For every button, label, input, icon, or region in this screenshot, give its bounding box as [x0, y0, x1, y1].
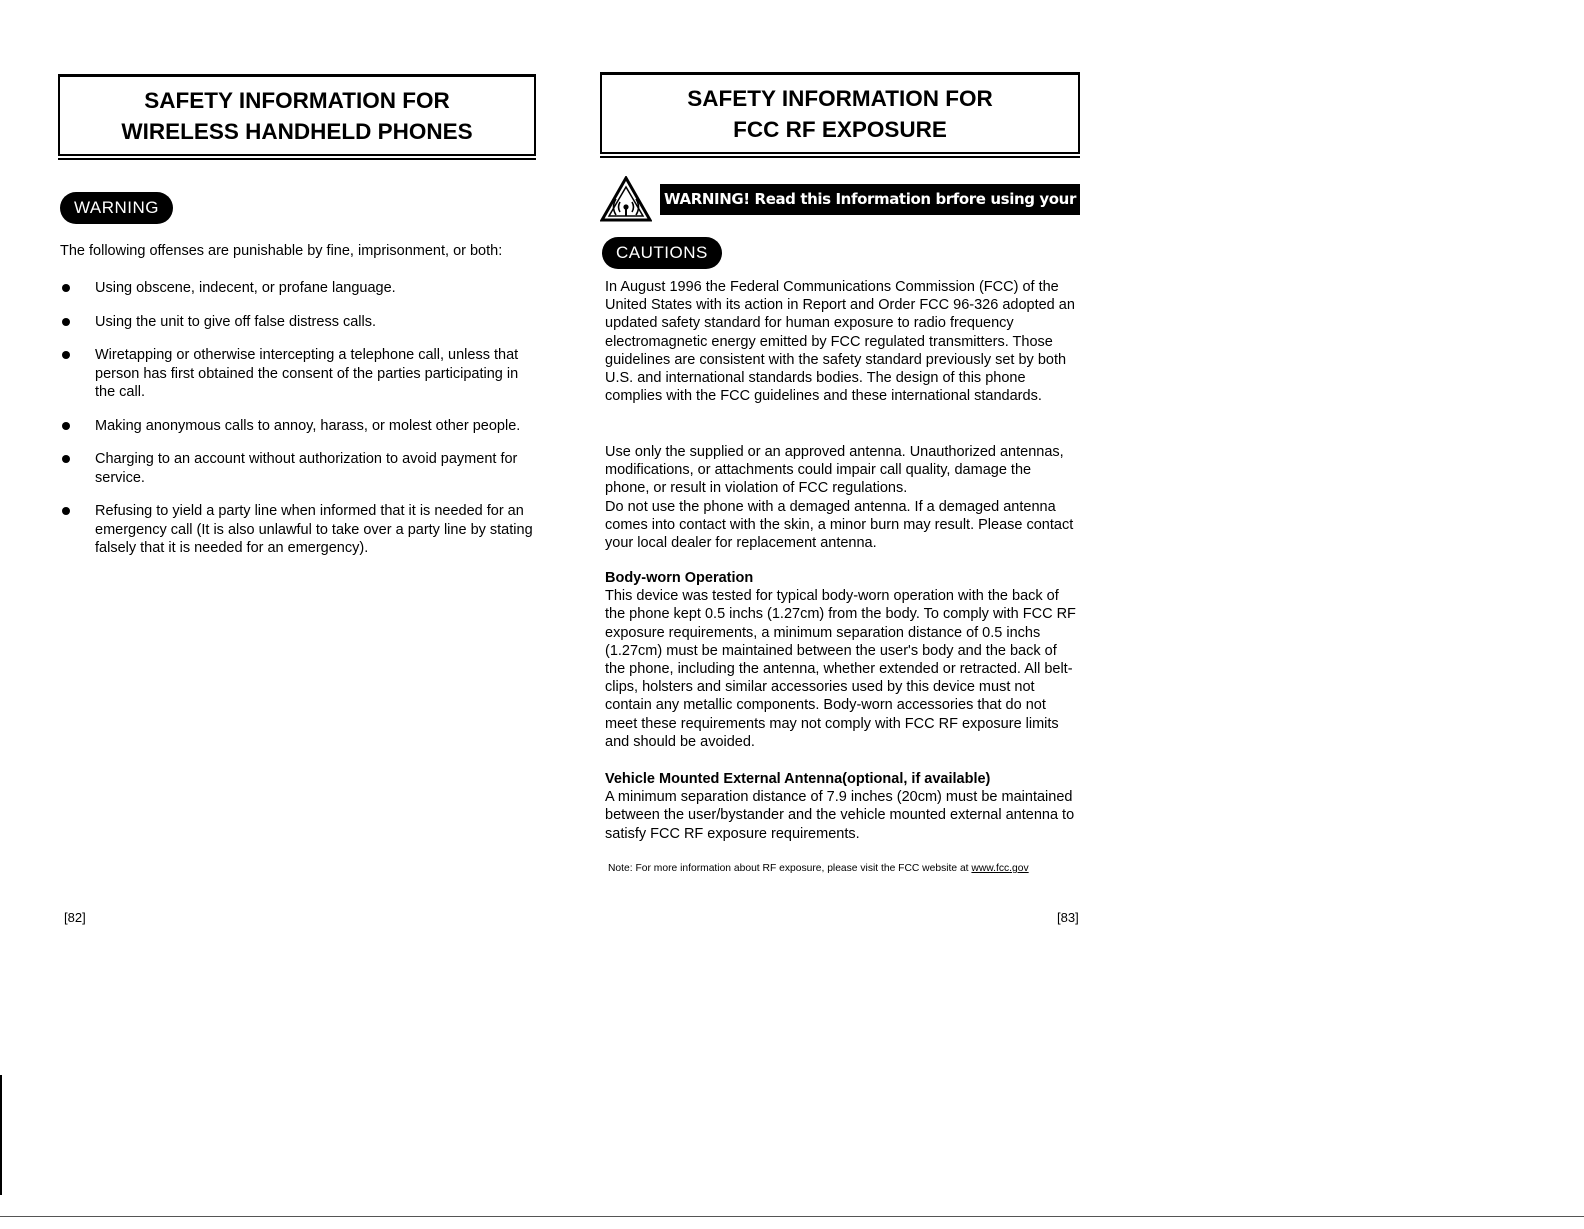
- fcc-paragraph: In August 1996 the Federal Communications Commission (FCC) of the United States with its action in Report and Order FCC 96-326 adopted an updated safety standard for human exposure to radio frequency electromagnetic energy emitted by FCC regulated transmitters. Those guidelines are consistent with the safety standard previously set by both U.S. and international standards bodies. The design of this phone complies with the FCC guidelines and these international standards.: [605, 279, 1075, 405]
- list-item: Making anonymous calls to annoy, harass, or molest other people.: [58, 417, 536, 436]
- bullet-icon: [62, 507, 70, 515]
- right-title-box: [600, 72, 1080, 154]
- offenses-intro: The following offenses are punishable by fine, imprisonment, or both:: [60, 243, 503, 259]
- page-number-left: [82]: [64, 910, 86, 925]
- left-title-line1: SAFETY INFORMATION FOR: [144, 87, 450, 113]
- body-worn-text: This device was tested for typical body-worn operation with the back of the phone kept 0.5 inchs (1.27cm) from the body. To comply with FCC RF exposure requirements, a minimum separation distance of 0.5 inchs (1.27cm) must be maintained between the user's body and the back of the phone, including the antenna, whether extended or retracted. All belt-clips, holsters and similar accessories used by this device must not contain any metallic components. Body-worn accessories that do not meet these requirements may not comply with FCC RF exposure limits and should be avoided.: [605, 588, 1076, 750]
- list-item: Using the unit to give off false distress calls.: [58, 313, 536, 332]
- page-number-right: [83]: [1057, 910, 1079, 925]
- warning-bar: WARNING! Read this Information brfore using your phone: [660, 184, 1080, 215]
- warning-row: [600, 176, 1080, 239]
- rf-note: Note: For more information about RF exposure, please visit the FCC website at www.fcc.gov: [608, 863, 1029, 874]
- left-title-line2: WIRELESS HANDHELD PHONES: [121, 118, 473, 144]
- right-title-line2: FCC RF EXPOSURE: [733, 116, 947, 142]
- rf-warning-triangle-icon: [600, 176, 652, 222]
- body-worn-heading: Body-worn Operation: [605, 570, 754, 586]
- vehicle-text: A minimum separation distance of 7.9 inches (20cm) must be maintained between the user/bystander and the vehicle mounted external antenna to satisfy FCC RF exposure requirements.: [605, 789, 1075, 842]
- bullet-icon: [62, 318, 70, 326]
- list-item: Refusing to yield a party line when informed that it is needed for an emergency call (It is also unlawful to take over a party line by stating falsely that it is needed for an emergency).: [58, 502, 536, 558]
- antenna-paragraph: Use only the supplied or an approved antenna. Unauthorized antennas, modifications, or attachments could impair call quality, damage the phone, or result in violation of FCC regulations. Do not use the phone with a demaged antenna. If a demaged antenna comes into contact with the skin, a minor burn may result. Please contact your local dealer for replacement antenna.: [605, 444, 1074, 552]
- warning-badge: WARNING: [60, 192, 173, 224]
- fcc-website-link[interactable]: www.fcc.gov: [971, 863, 1029, 874]
- cautions-badge: CAUTIONS: [602, 237, 722, 269]
- list-item: Wiretapping or otherwise intercepting a telephone call, unless that person has first obtained the consent of the parties participating in the call.: [58, 346, 536, 402]
- bullet-icon: [62, 351, 70, 359]
- scan-edge-line: [0, 1075, 2, 1195]
- bullet-icon: [62, 422, 70, 430]
- right-title-line1: SAFETY INFORMATION FOR: [687, 85, 993, 111]
- body-worn-section: [605, 569, 1077, 751]
- scan-bottom-line: [0, 1216, 1584, 1217]
- left-title-box: [58, 74, 536, 156]
- bullet-icon: [62, 455, 70, 463]
- offenses-list: [58, 279, 536, 573]
- bullet-icon: [62, 284, 70, 292]
- vehicle-antenna-section: [605, 770, 1077, 843]
- list-item: Using obscene, indecent, or profane language.: [58, 279, 536, 298]
- vehicle-heading: Vehicle Mounted External Antenna(optional, if available): [605, 771, 991, 787]
- list-item: Charging to an account without authorization to avoid payment for service.: [58, 450, 536, 487]
